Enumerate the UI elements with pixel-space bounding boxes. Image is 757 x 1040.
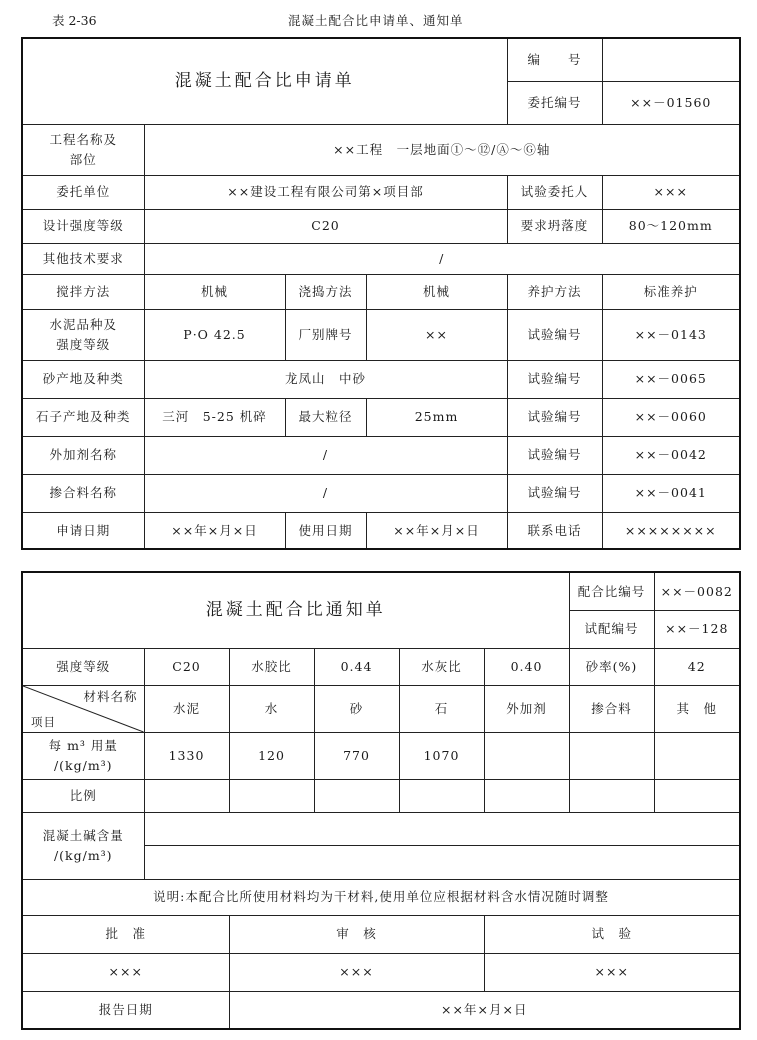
- brand-value: ××: [366, 309, 507, 360]
- apply-date-label: 申请日期: [22, 512, 144, 549]
- approve-value: ×××: [22, 953, 229, 991]
- test-value: ×××: [484, 953, 740, 991]
- sand-ratio-value: 42: [654, 648, 740, 685]
- review-value: ×××: [229, 953, 484, 991]
- cure-method-value: 标准养护: [602, 274, 740, 309]
- phone-label: 联系电话: [507, 512, 602, 549]
- sand-value: 龙凤山 中砂: [144, 360, 507, 398]
- wc-ratio-label: 水灰比: [399, 648, 484, 685]
- mix-method-label: 搅拌方法: [22, 274, 144, 309]
- stone-value: 三河 5-25 机碎: [144, 398, 285, 436]
- application-title: 混凝土配合比申请单: [22, 38, 507, 124]
- material-header: 其 他: [654, 685, 740, 732]
- brand-label: 厂别牌号: [285, 309, 366, 360]
- addition-test-no: ××－0041: [602, 474, 740, 512]
- stone-test-no-label: 试验编号: [507, 398, 602, 436]
- wb-ratio-value: 0.44: [314, 648, 399, 685]
- admixture-label: 外加剂名称: [22, 436, 144, 474]
- mix-method-value: 机械: [144, 274, 285, 309]
- mix-no-label: 配合比编号: [569, 572, 654, 610]
- sand-test-no: ××－0065: [602, 360, 740, 398]
- per-m3-value: 1330: [144, 732, 229, 779]
- per-m3-value: [654, 732, 740, 779]
- max-size-label: 最大粒径: [285, 398, 366, 436]
- header-item: 项目: [31, 714, 56, 729]
- addition-value: /: [144, 474, 507, 512]
- use-date-label: 使用日期: [285, 512, 366, 549]
- ratio-value: [399, 779, 484, 812]
- slump-value: 80～120mm: [602, 209, 740, 243]
- sand-test-no-label: 试验编号: [507, 360, 602, 398]
- other-label: 其他技术要求: [22, 243, 144, 274]
- entrust-no-label: 委托编号: [507, 81, 602, 124]
- admixture-test-no: ××－0042: [602, 436, 740, 474]
- header-material: 材料名称: [83, 688, 138, 704]
- test-client-label: 试验委托人: [507, 175, 602, 209]
- pour-method-value: 机械: [366, 274, 507, 309]
- per-m3-value: 770: [314, 732, 399, 779]
- trial-no-value: ××－128: [654, 610, 740, 648]
- cure-method-label: 养护方法: [507, 274, 602, 309]
- addition-label: 掺合料名称: [22, 474, 144, 512]
- phone-value: ××××××××: [602, 512, 740, 549]
- material-header: 水: [229, 685, 314, 732]
- use-date-value: ××年×月×日: [366, 512, 507, 549]
- cement-test-no-label: 试验编号: [507, 309, 602, 360]
- stone-test-no: ××－0060: [602, 398, 740, 436]
- cement-label: 水泥品种及 强度等级: [22, 309, 144, 360]
- ratio-label: 比例: [22, 779, 144, 812]
- test-client-value: ×××: [602, 175, 740, 209]
- per-m3-value: 1070: [399, 732, 484, 779]
- note: 说明:本配合比所使用材料均为干材料,使用单位应根据材料含水情况随时调整: [22, 879, 740, 915]
- notice-form: [21, 571, 741, 1030]
- mix-no-value: ××－0082: [654, 572, 740, 610]
- material-header: 掺合料: [569, 685, 654, 732]
- per-m3-value: 120: [229, 732, 314, 779]
- report-date-label: 报告日期: [22, 991, 229, 1029]
- material-header: 水泥: [144, 685, 229, 732]
- material-header: 石: [399, 685, 484, 732]
- alkali-value-extra: [144, 845, 740, 879]
- grade-label: 设计强度等级: [22, 209, 144, 243]
- material-header: 砂: [314, 685, 399, 732]
- approve-label: 批 准: [22, 915, 229, 953]
- per-m3-label: 每 m³ 用量 /(kg/m³): [22, 732, 144, 779]
- cement-value: P·O 42.5: [144, 309, 285, 360]
- sand-ratio-label: 砂率(%): [569, 648, 654, 685]
- notice-grade-value: C20: [144, 648, 229, 685]
- ratio-value: [229, 779, 314, 812]
- grade-value: C20: [144, 209, 507, 243]
- admixture-test-no-label: 试验编号: [507, 436, 602, 474]
- entrust-no-value: ××－01560: [602, 81, 740, 124]
- addition-test-no-label: 试验编号: [507, 474, 602, 512]
- wb-ratio-label: 水胶比: [229, 648, 314, 685]
- ratio-value: [654, 779, 740, 812]
- notice-title: 混凝土配合比通知单: [22, 572, 569, 648]
- pour-method-label: 浇捣方法: [285, 274, 366, 309]
- per-m3-value: [484, 732, 569, 779]
- stone-label: 石子产地及种类: [22, 398, 144, 436]
- application-form: [21, 37, 741, 550]
- admixture-value: /: [144, 436, 507, 474]
- ratio-value: [569, 779, 654, 812]
- project-label: 工程名称及 部位: [22, 124, 144, 175]
- report-date-value: ××年×月×日: [229, 991, 740, 1029]
- test-label: 试 验: [484, 915, 740, 953]
- slump-label: 要求坍落度: [507, 209, 602, 243]
- client-value: ××建设工程有限公司第×项目部: [144, 175, 507, 209]
- material-header: 外加剂: [484, 685, 569, 732]
- wc-ratio-value: 0.40: [484, 648, 569, 685]
- alkali-value: [144, 812, 740, 845]
- client-label: 委托单位: [22, 175, 144, 209]
- other-value: /: [144, 243, 740, 274]
- table-number: 表 2-36: [52, 13, 97, 28]
- project-value: ××工程 一层地面①～⑫/Ⓐ～Ⓖ轴: [144, 124, 740, 175]
- serial-value: [602, 38, 740, 81]
- ratio-value: [484, 779, 569, 812]
- serial-label: 编 号: [507, 38, 602, 81]
- sand-label: 砂产地及种类: [22, 360, 144, 398]
- max-size-value: 25mm: [366, 398, 507, 436]
- ratio-value: [314, 779, 399, 812]
- document-caption: 混凝土配合比申请单、通知单: [288, 13, 464, 28]
- review-label: 审 核: [229, 915, 484, 953]
- alkali-label: 混凝土碱含量 /(kg/m³): [22, 812, 144, 879]
- notice-grade-label: 强度等级: [22, 648, 144, 685]
- per-m3-value: [569, 732, 654, 779]
- trial-no-label: 试配编号: [569, 610, 654, 648]
- diagonal-header-cell: [22, 685, 144, 732]
- apply-date-value: ××年×月×日: [144, 512, 285, 549]
- cement-test-no: ××－0143: [602, 309, 740, 360]
- ratio-value: [144, 779, 229, 812]
